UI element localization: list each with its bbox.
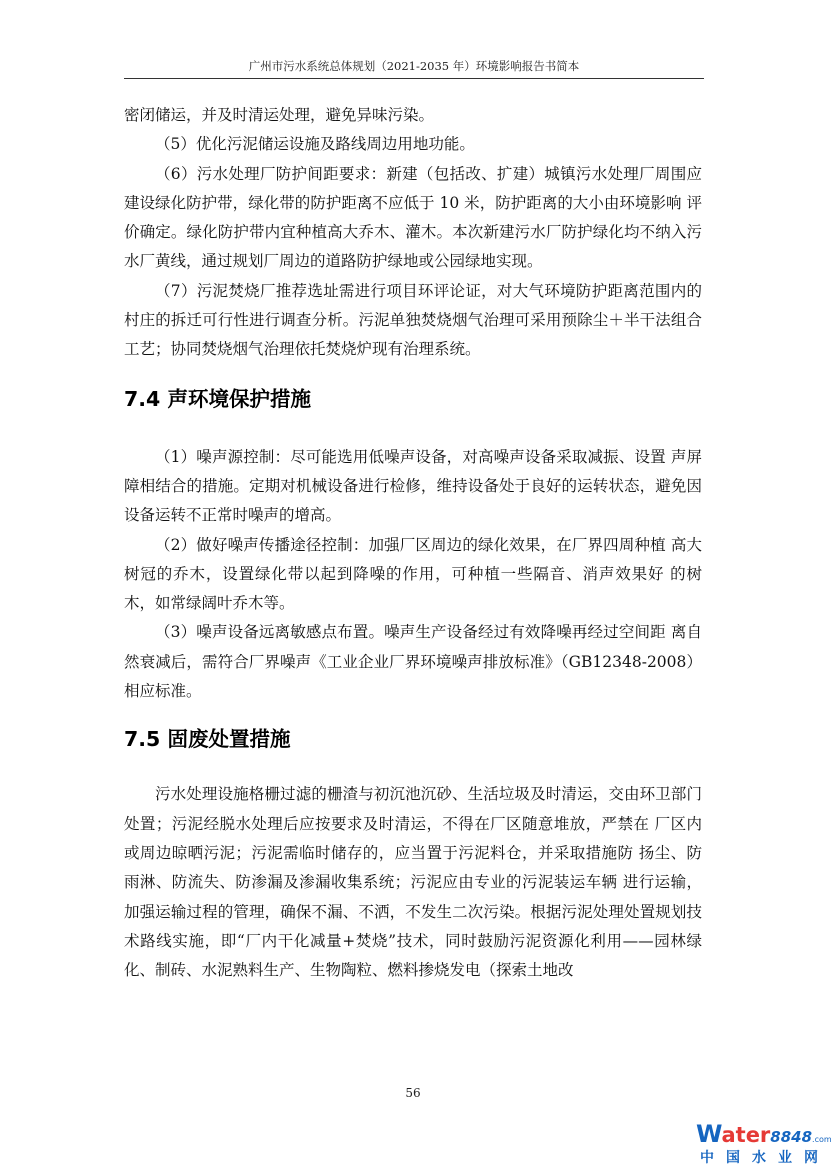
document-body bbox=[124, 101, 702, 985]
paragraph-noise-2: （2）做好噪声传播途径控制：加强厂区周边的绿化效果，在厂界四周种植 高大树冠的乔木，设置绿化带以起到降噪的作用，可种植一些隔音、消声效果好 的树木，如常绿阔叶乔木等。 bbox=[124, 535, 702, 613]
paragraph-noise-1: （1）噪声源控制：尽可能选用低噪声设备，对高噪声设备采取减振、设置 声屏障相结合的措施。定期对机械设备进行检修，维持设备处于良好的运转状态，避免因设备运转不正常时噪声的增高。 bbox=[124, 447, 702, 525]
watermark-chinese-name: 中国水业网 bbox=[700, 1150, 830, 1166]
running-header: 广州市污水系统总体规划（2021-2035 年）环境影响报告书简本 bbox=[248, 59, 580, 73]
header-rule bbox=[124, 78, 704, 79]
section-title-7-4: 7.4 声环境保护措施 bbox=[124, 386, 311, 411]
paragraph-item-7: （7）污泥焚烧厂推荐选址需进行项目环评论证，对大气环境防护距离范围内的村庄的拆迁可行性进行调查分析。污泥单独焚烧烟气治理可采用预除尘＋半干法组合工艺；协同焚烧烟气治理依托焚烧炉现有治理系统。 bbox=[124, 281, 702, 359]
paragraph-solid-waste: 污水处理设施格栅过滤的栅渣与初沉池沉砂、生活垃圾及时清运，交由环卫部门处置；污泥经脱水处理后应按要求及时清运，不得在厂区随意堆放，严禁在 厂区内或周边晾晒污泥；污泥需临时储存的，应当置于污泥料仓，并采取措施防 扬尘、防雨淋、防流失、防渗漏及渗漏收集系统；污泥应由专业的污泥装运车辆 进行运输，加强运输过程的管理，确保不漏、不洒，不发生二次污染。根据污泥处理处置规划技术路线实施，即“厂内干化减量+焚烧”技术，同时鼓励污泥资源化利用——园林绿化、制砖、水泥熟料生产、生物陶粒、燃料掺烧发电（探索土地改 bbox=[124, 785, 702, 980]
watermark-ater: ater bbox=[721, 1123, 771, 1147]
paragraph-continued: 密闭储运，并及时清运处理，避免异味污染。 bbox=[124, 106, 435, 124]
paragraph-item-5: （5）优化污泥储运设施及路线周边用地功能。 bbox=[155, 135, 475, 154]
section-title-7-5: 7.5 固废处置措施 bbox=[124, 727, 291, 752]
paragraph-noise-3: （3）噪声设备远离敏感点布置。噪声生产设备经过有效降噪再经过空间距 离自然衰减后，需符合厂界噪声《工业企业厂界环境噪声排放标准》（GB12348-2008）相应标准。 bbox=[124, 623, 702, 701]
site-watermark-logo bbox=[696, 1120, 832, 1166]
watermark-w: W bbox=[696, 1120, 722, 1148]
watermark-number: 8848 bbox=[770, 1128, 813, 1146]
watermark-domain: .com bbox=[812, 1135, 832, 1144]
paragraph-item-6: （6）污水处理厂防护间距要求：新建（包括改、扩建）城镇污水处理厂周围应建设绿化防护带，绿化带的防护距离不应低于 10 米，防护距离的大小由环境影响 评价确定。绿化防护带内宜种植高大乔木、灌木。本次新建污水厂防护绿化均不纳入污水厂黄线，通过规划厂周边的道路防护绿地或公园绿地实现。 bbox=[124, 164, 702, 271]
page-number: 56 bbox=[405, 1086, 421, 1100]
